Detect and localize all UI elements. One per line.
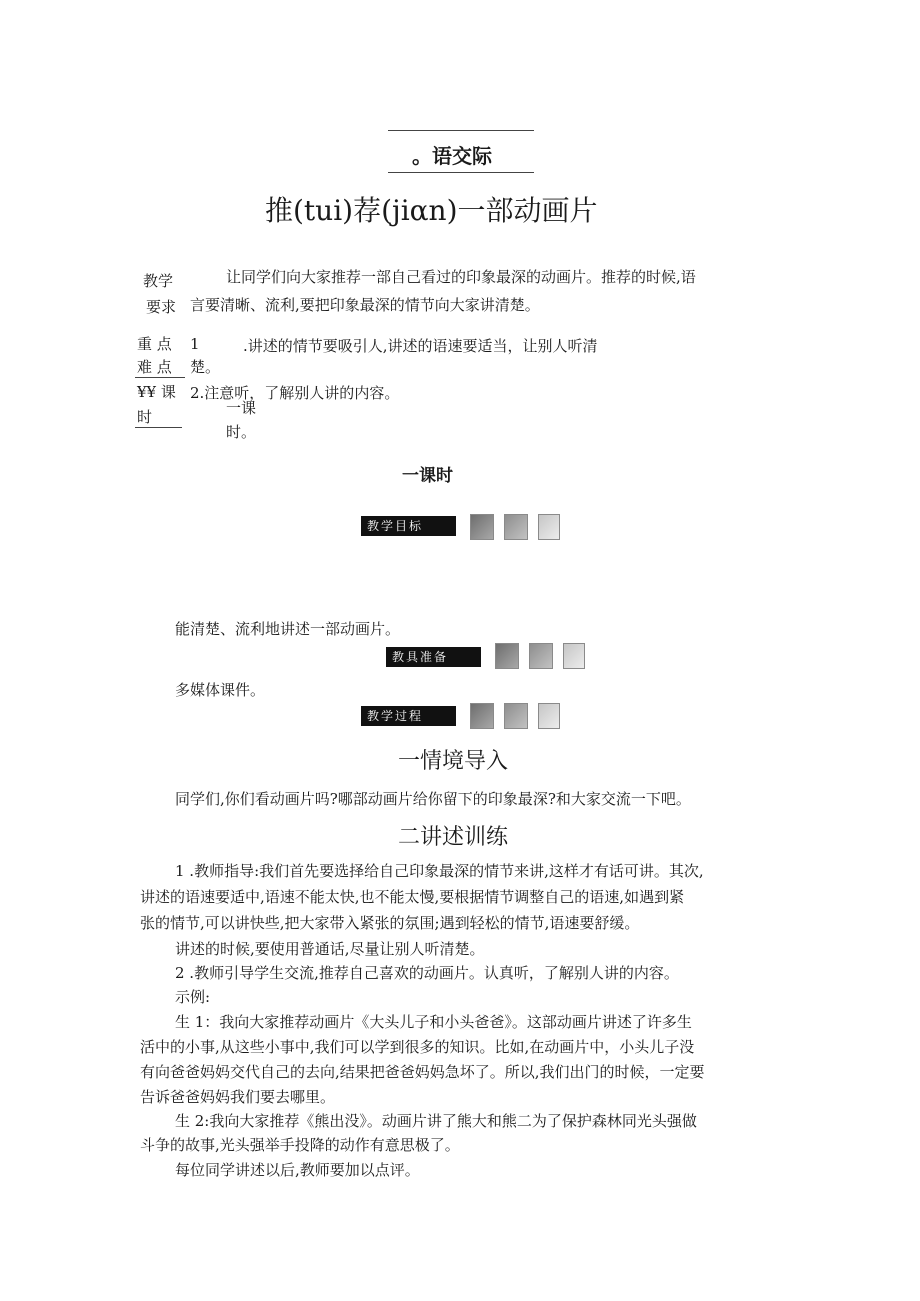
student2-line2: 斗争的故事,光头强举手投降的动作有意思极了。 <box>140 1136 460 1154</box>
student1-line4: 告诉爸爸妈妈我们要去哪里。 <box>140 1088 336 1106</box>
decor-square-icon <box>504 514 528 540</box>
decor-square-icon <box>470 703 494 729</box>
decor-square-icon <box>495 643 519 669</box>
objectives-label: 教学目标 <box>361 516 456 536</box>
hours-label: ¥¥ 课 <box>137 383 176 401</box>
key-point-1: .讲述的情节要吸引人,讲述的语速要适当，让别人听清 <box>243 337 598 355</box>
part2-closing: 每位同学讲述以后,教师要加以点评。 <box>175 1161 420 1179</box>
decor-square-icon <box>538 703 560 729</box>
key-point-1-cont: 楚。 <box>190 358 221 376</box>
decor-square-icon <box>538 514 560 540</box>
hours-label-2: 时 <box>137 408 153 426</box>
tools-text: 多媒体课件。 <box>175 681 266 699</box>
difficult-underline <box>135 377 185 378</box>
process-label: 教学过程 <box>361 706 456 726</box>
hours-value-1: 一课 <box>226 399 257 417</box>
part2-para1-line2: 讲述的语速要适中,语速不能太快,也不能太慢,要根据情节调整自己的语速,如遇到紧 <box>140 888 685 906</box>
goal-text-1: 让同学们向大家推荐一部自己看过的印象最深的动画片。推荐的时候,语 <box>226 268 696 286</box>
decor-square-icon <box>504 703 528 729</box>
hours-underline <box>135 427 182 428</box>
part2-example-label: 示例: <box>175 988 211 1006</box>
objectives-text: 能清楚、流利地讲述一部动画片。 <box>175 620 401 638</box>
goal-label-2: 要求 <box>146 298 177 316</box>
student2-line1: 生 2:我向大家推荐《熊出没》。动画片讲了熊大和熊二为了保护森林同光头强做 <box>175 1112 697 1130</box>
section-title: 。语交际 <box>412 144 492 168</box>
part2-para3: 2 .教师引导学生交流,推荐自己喜欢的动画片。认真听，了解别人讲的内容。 <box>175 964 679 982</box>
decor-square-icon <box>529 643 553 669</box>
part2-para1-line3: 张的情节,可以讲快些,把大家带入紧张的氛围;遇到轻松的情节,语速要舒缓。 <box>140 914 640 932</box>
decor-square-icon <box>470 514 494 540</box>
page-title: 推(tui)荐(jiαn)一部动画片 <box>265 194 598 227</box>
lesson-heading: 一课时 <box>402 466 453 486</box>
part1-heading: 一情境导入 <box>398 749 509 774</box>
key-label: 重 点 <box>137 335 172 353</box>
part2-para1-line1: 1 .教师指导:我们首先要选择给自己印象最深的情节来讲,这样才有话可讲。其次, <box>175 862 704 880</box>
difficult-label: 难 点 <box>137 358 172 376</box>
student1-line2: 活中的小事,从这些小事中,我们可以学到很多的知识。比如,在动画片中，小头儿子没 <box>140 1038 695 1056</box>
header-rule-bottom <box>388 172 534 173</box>
part1-text: 同学们,你们看动画片吗?哪部动画片给你留下的印象最深?和大家交流一下吧。 <box>175 790 691 808</box>
student1-line1: 生 1：我向大家推荐动画片《大头儿子和小头爸爸》。这部动画片讲述了许多生 <box>175 1013 692 1031</box>
header-rule-top <box>388 130 534 131</box>
student1-line3: 有向爸爸妈妈交代自己的去向,结果把爸爸妈妈急坏了。所以,我们出门的时候，一定要 <box>140 1063 705 1081</box>
decor-square-icon <box>563 643 585 669</box>
goal-label-1: 教学 <box>143 272 174 290</box>
tools-label: 教具准备 <box>386 647 481 667</box>
goal-text-2: 言要清晰、流利,要把印象最深的情节向大家讲清楚。 <box>190 296 540 314</box>
key-number: 1 <box>190 335 200 353</box>
part2-para2: 讲述的时候,要使用普通话,尽量让别人听清楚。 <box>175 940 485 958</box>
hours-value-2: 时。 <box>226 423 257 441</box>
part2-heading: 二讲述训练 <box>398 825 509 850</box>
key-point-2: 2.注意听，了解别人讲的内容。 <box>190 384 400 402</box>
